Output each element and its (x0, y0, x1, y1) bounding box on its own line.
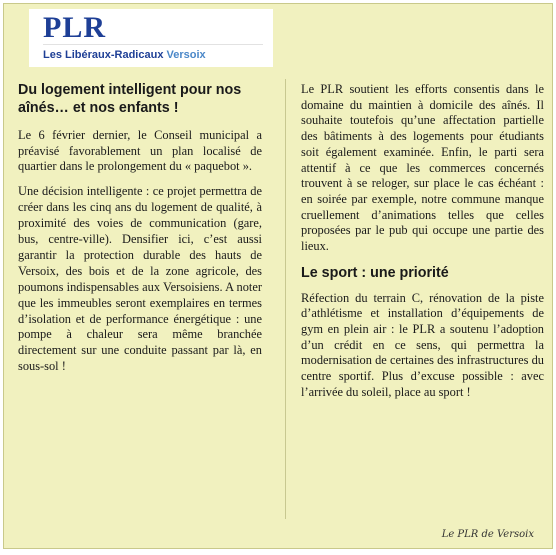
logo-divider (43, 44, 263, 45)
logo-title: PLR (43, 11, 106, 44)
logo-subtitle-accent: Versoix (166, 49, 206, 61)
left-column (18, 82, 262, 384)
article-panel (3, 3, 553, 549)
logo-subtitle (43, 49, 206, 61)
paragraph-sport: Réfection du terrain C, rénovation de la piste d’athlétisme et installation d’équipements de gym en plein air : le PLR a soutenu l’adoption d’un crédit en ce sens, qui permettra la modernisation de certaines des infrastructures du centre sportif. Plus d’excuse possible : avec l’arrivée du soleil, place au sport ! (301, 290, 544, 399)
section-title-sport: Le sport : une priorité (301, 264, 449, 281)
article-title: Du logement intelligent pour nos aînés… et nos enfants ! (18, 82, 242, 116)
column-divider (285, 79, 286, 519)
paragraph-right-1: Le PLR soutient les efforts consentis dans le domaine du maintien à domicile des aînés. Il souhaite toutefois qu’une affectation partielle des bâtiments à des logements pour étudiants soit également examinée. Enfin, le parti sera attentif à ce que les commerces concernés trouvent à se reloger, sur place le cas échéant : en soirée par exemple, notre commune manque cruellement d’animations telles que celles proposées par le pub qui occupe une partie des lieux. (301, 82, 544, 254)
paragraph-left-2: Une décision intelligente : ce projet permettra de créer dans les cinq ans du logement de qualité, à proximité des voies de communication (gare, bus, centre-ville). Densifier ici, c’est aussi garantir la protection durable des hauts de Versoix, des bois et de la zone agricole, des poumons indispensables aux Versoisiens. A noter que les immeubles seront exemplaires en termes d’isolation et de performance énergétique : une pompe à chaleur sera même branchée directement sur une conduite passant par là, en sous-sol ! (18, 184, 262, 374)
logo-subtitle-main: Les Libéraux-Radicaux (43, 49, 167, 61)
signature: Le PLR de Versoix (441, 529, 534, 540)
paragraph-left-1: Le 6 février dernier, le Conseil municipal a préavisé favorablement un plan localisé de quartier dans le prolongement du « paquebot ». (18, 127, 262, 174)
plr-logo (29, 9, 273, 67)
right-column (301, 82, 544, 409)
